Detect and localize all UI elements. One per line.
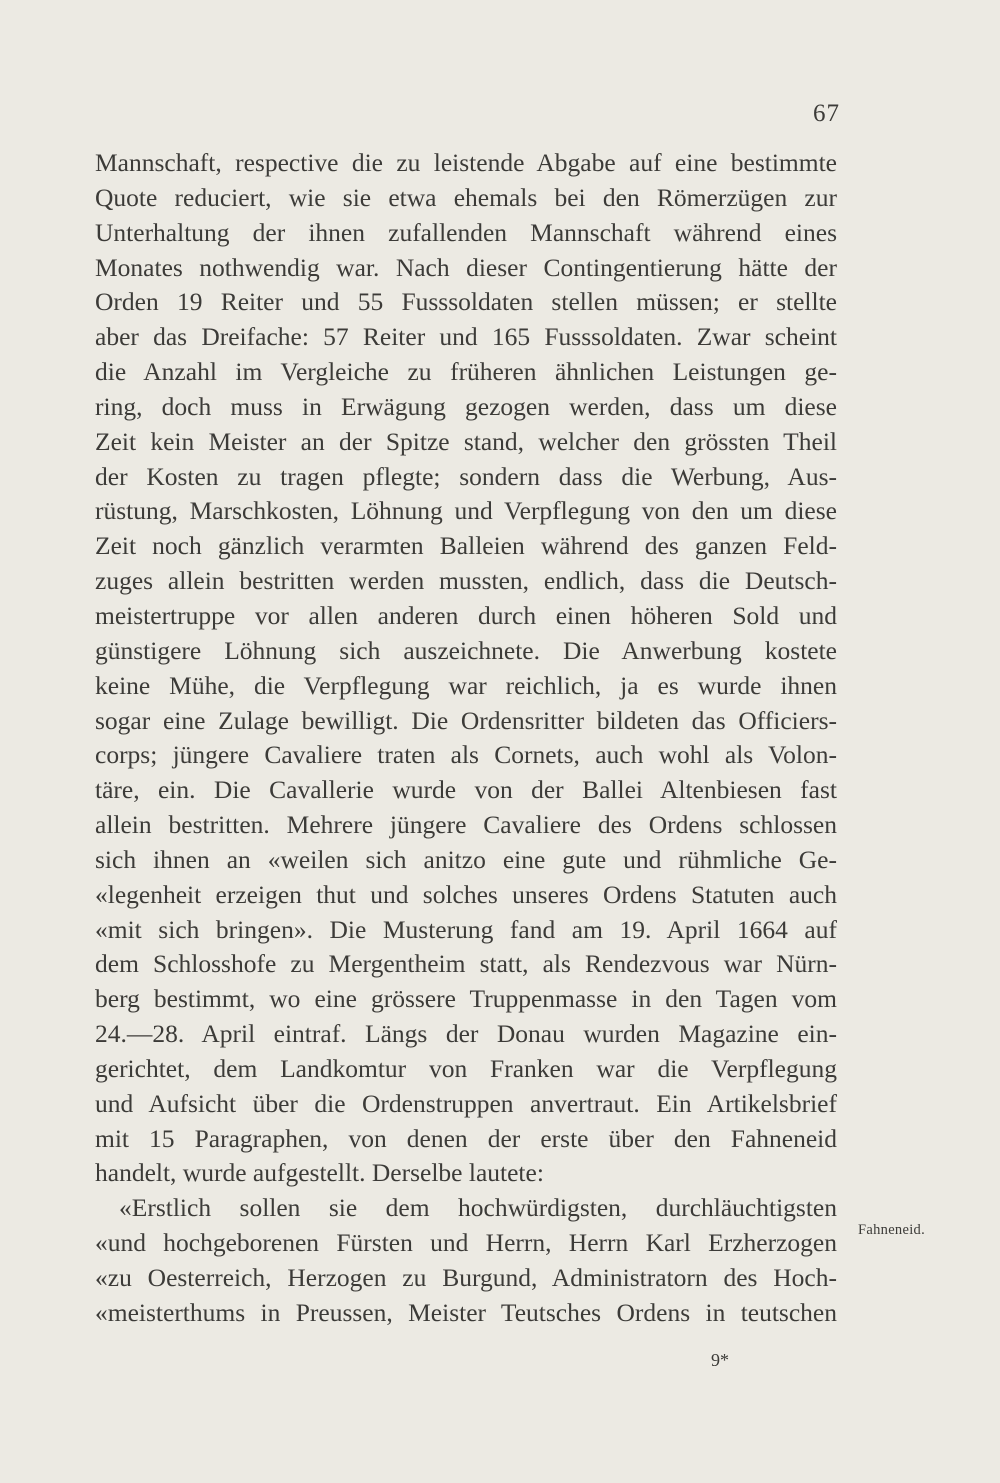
text-line: berg bestimmt, wo eine grössere Truppenmasse in den Tagen vom: [95, 984, 837, 1014]
text-line: «zu Oesterreich, Herzogen zu Burgund, Administratorn des Hoch-: [95, 1263, 837, 1292]
text-line: der Kosten zu tragen pflegte; sondern dass die Werbung, Aus-: [95, 461, 837, 491]
text-line: sogar eine Zulage bewilligt. Die Ordensritter bildeten das Officiers-: [95, 705, 837, 735]
margin-note: Fahneneid.: [858, 1222, 926, 1238]
page-number: 67: [813, 100, 840, 127]
text-line: handelt, wurde aufgestellt. Derselbe lautete:: [95, 1158, 544, 1188]
text-line: Monates nothwendig war. Nach dieser Contingentierung hätte der: [95, 252, 837, 282]
text-line: meistertruppe vor allen anderen durch einen höheren Sold und: [95, 600, 837, 630]
text-line: corps; jüngere Cavaliere traten als Cornets, auch wohl als Volon-: [95, 740, 837, 770]
text-line: allein bestritten. Mehrere jüngere Cavaliere des Ordens schlossen: [95, 810, 837, 840]
text-line: günstigere Löhnung sich auszeichnete. Die Anwerbung kostete: [95, 635, 837, 665]
text-line: gerichtet, dem Landkomtur von Franken war die Verpflegung: [95, 1053, 837, 1083]
signature-mark: 9*: [711, 1350, 729, 1370]
text-line: Zeit noch gänzlich verarmten Balleien während des ganzen Feld-: [95, 531, 837, 561]
text-line: aber das Dreifache: 57 Reiter und 165 Fusssoldaten. Zwar scheint: [95, 322, 837, 352]
text-line: Mannschaft, respective die zu leistende Abgabe auf eine bestimmte: [95, 148, 837, 177]
text-line: keine Mühe, die Verpflegung war reichlich, ja es wurde ihnen: [95, 670, 837, 700]
text-line: dem Schlosshofe zu Mergentheim statt, als Rendezvous war Nürn-: [95, 949, 837, 979]
text-line: und Aufsicht über die Ordenstruppen anvertraut. Ein Artikelsbrief: [95, 1088, 837, 1118]
text-line: die Anzahl im Vergleiche zu früheren ähnlichen Leistungen ge-: [95, 357, 837, 387]
text-line: «Erstlich sollen sie dem hochwürdigsten, durchläuchtigsten: [119, 1193, 837, 1223]
text-line: «legenheit erzeigen thut und solches unseres Ordens Statuten auch: [95, 879, 837, 909]
text-line: ring, doch muss in Erwägung gezogen werden, dass um diese: [95, 391, 837, 421]
text-line: «und hochgeborenen Fürsten und Herrn, Herrn Karl Erzherzogen: [95, 1228, 837, 1258]
text-line: zuges allein bestritten werden mussten, endlich, dass die Deutsch-: [95, 566, 837, 596]
text-line: Orden 19 Reiter und 55 Fusssoldaten stellen müssen; er stellte: [95, 287, 837, 317]
text-line: «mit sich bringen». Die Musterung fand am 19. April 1664 auf: [95, 914, 837, 944]
text-line: sich ihnen an «weilen sich anitzo eine gute und rühmliche Ge-: [95, 844, 837, 874]
body-text: [95, 146, 837, 1331]
text-line: Zeit kein Meister an der Spitze stand, welcher den grössten Theil: [95, 426, 837, 456]
text-line: Quote reduciert, wie sie etwa ehemals bei den Römerzügen zur: [95, 182, 837, 212]
text-line: mit 15 Paragraphen, von denen der erste über den Fahneneid: [95, 1123, 837, 1153]
text-line: 24.—28. April eintraf. Längs der Donau wurden Magazine ein-: [95, 1019, 837, 1049]
text-line: täre, ein. Die Cavallerie wurde von der Ballei Altenbiesen fast: [95, 775, 837, 805]
text-line: rüstung, Marschkosten, Löhnung und Verpflegung von den um diese: [95, 496, 837, 526]
text-line: «meisterthums in Preussen, Meister Teutsches Ordens in teutschen: [95, 1297, 837, 1327]
text-line: Unterhaltung der ihnen zufallenden Mannschaft während eines: [95, 217, 837, 247]
